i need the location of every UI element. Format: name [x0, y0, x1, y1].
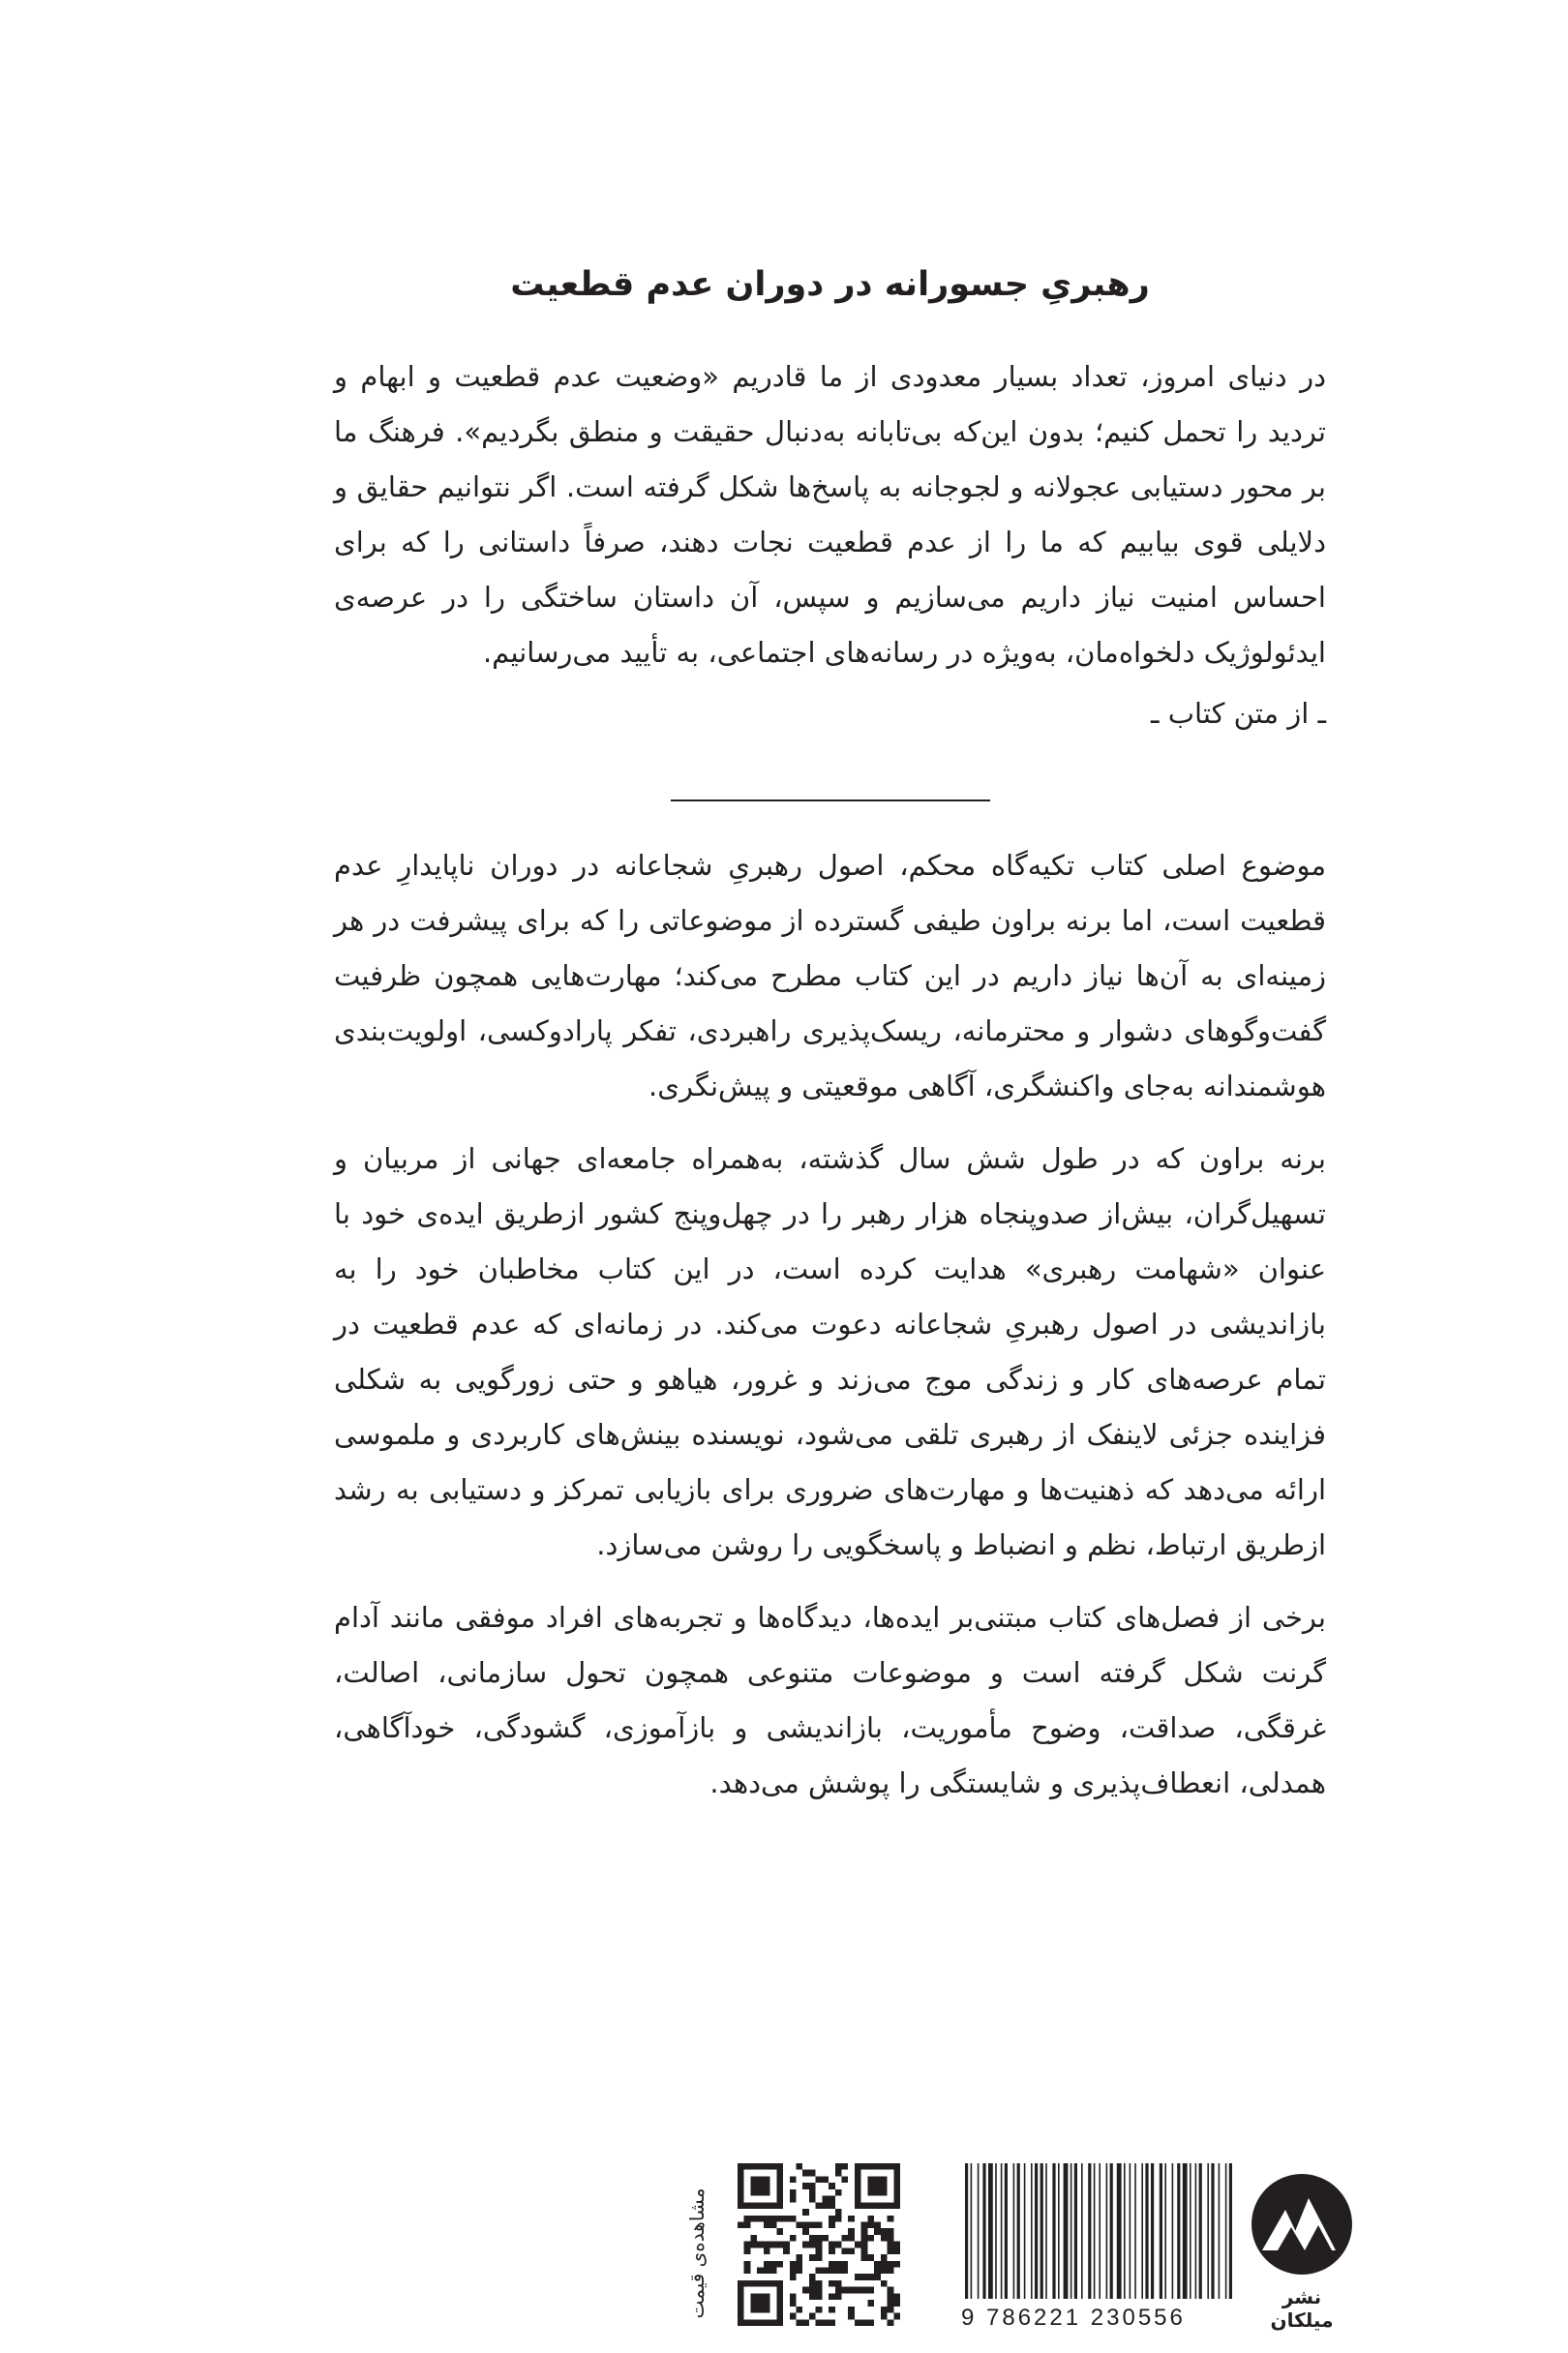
qr-module: [881, 2254, 888, 2261]
qr-module: [744, 2261, 751, 2268]
barcode-bar: [1172, 2163, 1174, 2299]
qr-module: [790, 2189, 797, 2196]
qr-module: [888, 2247, 894, 2254]
quote-block: [334, 349, 1326, 741]
qr-module: [867, 2254, 874, 2261]
qr-module: [842, 2163, 849, 2170]
qr-module: [867, 2221, 874, 2228]
qr-module: [822, 2176, 829, 2183]
qr-module: [888, 2228, 894, 2235]
qr-module: [770, 2268, 777, 2275]
qr-module: [816, 2202, 823, 2209]
barcode-bar: [1088, 2163, 1091, 2299]
qr-module: [744, 2242, 751, 2248]
qr-module: [764, 2261, 770, 2268]
qr-module: [816, 2242, 823, 2248]
barcode-bar: [1045, 2163, 1047, 2299]
qr-module: [888, 2293, 894, 2300]
qr-module: [809, 2293, 816, 2300]
qr-module: [881, 2228, 888, 2235]
qr-module: [893, 2293, 900, 2300]
barcode-bar: [1160, 2163, 1162, 2299]
qr-module: [874, 2274, 881, 2280]
qr-module: [809, 2221, 816, 2228]
barcode-bar: [1225, 2163, 1227, 2299]
qr-module: [802, 2287, 809, 2294]
qr-module: [796, 2307, 802, 2313]
qr-module: [835, 2163, 842, 2170]
qr-module: [776, 2242, 783, 2248]
barcode-bar: [1058, 2163, 1060, 2299]
qr-module: [783, 2216, 790, 2222]
qr-module: [861, 2235, 868, 2242]
qr-module: [881, 2235, 888, 2242]
qr-module: [835, 2293, 842, 2300]
barcode-bar: [1074, 2163, 1077, 2299]
qr-module: [809, 2254, 816, 2261]
qr-module: [888, 2268, 894, 2275]
barcode-bar: [1094, 2163, 1096, 2299]
qr-module: [764, 2221, 770, 2228]
qr-module: [802, 2221, 809, 2228]
qr-code-icon[interactable]: [738, 2163, 900, 2326]
qr-module: [855, 2274, 861, 2280]
qr-module: [764, 2216, 770, 2222]
qr-module: [867, 2300, 874, 2307]
barcode-icon: [961, 2163, 1237, 2299]
qr-module: [744, 2221, 751, 2228]
qr-module: [842, 2287, 849, 2294]
qr-module: [848, 2216, 855, 2222]
qr-module: [888, 2261, 894, 2268]
barcode-bar: [1024, 2163, 1026, 2299]
qr-module: [861, 2254, 868, 2261]
qr-module: [816, 2254, 823, 2261]
qr-module: [802, 2242, 809, 2248]
qr-module: [790, 2235, 797, 2242]
qr-module: [829, 2183, 835, 2189]
qr-module: [790, 2300, 797, 2307]
qr-module: [861, 2287, 868, 2294]
qr-module: [861, 2319, 868, 2326]
barcode-bar: [1229, 2163, 1232, 2299]
paragraph: برخی از فصل‌های کتاب مبتنی‌بر ایده‌ها، دیدگاه‌ها و تجربه‌های افراد موفقی مانند آدام گرنت شکل گرفته است و موضوعات متنوعی همچون تحول سازمانی، اصالت، غرقگی، صداقت، وضوح مأموریت، بازاندیشی و بازآموزی، گشودگی، خودآگاهی، همدلی، انعطاف‌پذیری و شایستگی را پوشش می‌دهد.: [334, 1601, 1326, 1799]
qr-module: [861, 2242, 868, 2248]
qr-module: [816, 2293, 823, 2300]
qr-module: [861, 2228, 868, 2235]
qr-module: [744, 2216, 751, 2222]
qr-module: [874, 2221, 881, 2228]
qr-module: [750, 2242, 757, 2248]
qr-module: [809, 2196, 816, 2203]
qr-module: [835, 2209, 842, 2216]
barcode-bar: [978, 2163, 980, 2299]
qr-module: [822, 2235, 829, 2242]
qr-finder: [750, 2176, 769, 2195]
barcode-bar: [1106, 2163, 1108, 2299]
qr-module: [881, 2307, 888, 2313]
qr-module: [770, 2216, 777, 2222]
barcode-bar: [1040, 2163, 1043, 2299]
barcode-bar: [1207, 2163, 1209, 2299]
qr-finder: [750, 2293, 769, 2312]
barcode-bar: [1013, 2163, 1015, 2299]
qr-module: [816, 2247, 823, 2254]
qr-module: [829, 2307, 835, 2313]
qr-module: [893, 2300, 900, 2307]
qr-module: [835, 2242, 842, 2248]
qr-module: [764, 2268, 770, 2275]
qr-caption: مشاهده‌ی قیمت: [685, 2187, 709, 2319]
barcode-bar: [1017, 2163, 1020, 2299]
qr-module: [790, 2196, 797, 2203]
barcode-bar: [1190, 2163, 1191, 2299]
qr-module: [855, 2242, 861, 2248]
paragraph: برنه براون که در طول شش سال گذشته، به‌همراه جامعه‌ای جهانی از مربیان و تسهیل‌گران، بیش‌از صدوپنجاه هزار رهبر را در چهل‌وپنج کشور ازطریق ایده‌ی خود با عنوان «شهامت رهبری» هدایت کرده است، در این کتاب مخاطبان خود را به بازاندیشی در اصول رهبریِ شجاعانه دعوت می‌کند. در زمانه‌ای که عدم قطعیت در تمام عرصه‌های کار و زندگی موج می‌زند و غرور، هیاهو و حتی زورگویی به شکلی فزاینده جزئی لاینفک از رهبری تلقی می‌شود، نویسنده بینش‌های کاربردی و ملموسی ارائه می‌دهد که ذهنیت‌ها و مهارت‌های ضروری برای بازیابی تمرکز و دستیابی به رشد ازطریق ارتباط، نظم و انضباط و پاسخگویی را روشن می‌سازد.: [334, 1142, 1326, 1561]
qr-module: [757, 2268, 764, 2275]
barcode-bar: [1117, 2163, 1122, 2299]
qr-module: [855, 2287, 861, 2294]
qr-module: [816, 2221, 823, 2228]
paragraph: موضوع اصلی کتاب تکیه‌گاه محکم، اصول رهبریِ شجاعانه در دوران ناپایدارِ عدم قطعیت است، اما برنه براون طیفی گسترده از موضوعاتی را که برای پیشرفت در هر زمینه‌ای به آن‌ها نیاز داریم در این کتاب مطرح می‌کند؛ مهارت‌هایی همچون ظرفیت گفت‌وگوهای دشوار و محترمانه، ریسک‌پذیری راهبردی، تفکر پارادوکسی، اولویت‌بندی هوشمندانه به‌جای واکنشگری، آگاهی موقعیتی و پیش‌نگری.: [334, 849, 1326, 1102]
qr-module: [881, 2261, 888, 2268]
qr-module: [893, 2313, 900, 2320]
barcode-bar: [1134, 2163, 1136, 2299]
qr-module: [829, 2242, 835, 2248]
qr-module: [770, 2242, 777, 2248]
qr-module: [790, 2216, 797, 2222]
qr-module: [835, 2280, 842, 2287]
qr-module: [776, 2228, 783, 2235]
qr-module: [874, 2268, 881, 2275]
description: [334, 838, 1326, 1811]
qr-module: [874, 2261, 881, 2268]
barcode-bar: [1064, 2163, 1069, 2299]
barcode-bar: [965, 2163, 968, 2299]
qr-module: [770, 2261, 777, 2268]
qr-module: [842, 2268, 849, 2275]
qr-module: [829, 2247, 835, 2254]
qr-module: [861, 2274, 868, 2280]
qr-module: [855, 2319, 861, 2326]
qr-module: [835, 2287, 842, 2294]
qr-module: [829, 2280, 835, 2287]
qr-module: [776, 2261, 783, 2268]
qr-module: [861, 2221, 868, 2228]
qr-module: [809, 2170, 816, 2177]
barcode-bar: [1110, 2163, 1113, 2299]
qr-module: [842, 2176, 849, 2183]
barcode-bar: [1052, 2163, 1055, 2299]
qr-module: [796, 2268, 802, 2275]
qr-module: [829, 2221, 835, 2228]
qr-module: [881, 2268, 888, 2275]
qr-module: [809, 2287, 816, 2294]
barcode-bar: [1177, 2163, 1180, 2299]
qr-module: [822, 2202, 829, 2209]
qr-module: [848, 2247, 855, 2254]
qr-module: [867, 2287, 874, 2294]
qr-module: [842, 2247, 849, 2254]
qr-module: [888, 2319, 894, 2326]
qr-module: [809, 2280, 816, 2287]
qr-module: [816, 2268, 823, 2275]
qr-module: [776, 2216, 783, 2222]
barcode-bar: [1001, 2163, 1003, 2299]
qr-module: [867, 2319, 874, 2326]
qr-module: [835, 2170, 842, 2177]
qr-module: [744, 2268, 751, 2275]
qr-module: [835, 2261, 842, 2268]
qr-module: [848, 2235, 855, 2242]
qr-module: [888, 2300, 894, 2307]
qr-module: [835, 2216, 842, 2222]
qr-module: [881, 2280, 888, 2287]
qr-module: [822, 2268, 829, 2275]
qr-module: [822, 2196, 829, 2203]
qr-module: [829, 2261, 835, 2268]
barcode-bar: [1211, 2163, 1214, 2299]
qr-module: [790, 2293, 797, 2300]
qr-module: [861, 2247, 868, 2254]
qr-module: [829, 2216, 835, 2222]
qr-module: [822, 2319, 829, 2326]
qr-module: [744, 2247, 751, 2254]
isbn-number: 9 786221 230556: [961, 2305, 1186, 2331]
qr-module: [816, 2287, 823, 2294]
barcode-bar: [1164, 2163, 1166, 2299]
barcode-bar: [982, 2163, 985, 2299]
qr-module: [829, 2268, 835, 2275]
qr-module: [848, 2287, 855, 2294]
barcode-bar: [1124, 2163, 1126, 2299]
qr-module: [829, 2293, 835, 2300]
barcode-bar: [1199, 2163, 1202, 2299]
barcode-bar: [1219, 2163, 1221, 2299]
publisher-logo: [1249, 2171, 1355, 2332]
divider: [671, 799, 990, 801]
qr-module: [770, 2221, 777, 2228]
qr-module: [796, 2254, 802, 2261]
qr-module: [809, 2274, 816, 2280]
qr-module: [802, 2209, 809, 2216]
quote-text: در دنیای امروز، تعداد بسیار معدودی از ما قادریم «وضعیت عدم قطعیت و ابهام و تردید را تحمل کنیم؛ بدون این‌که بی‌تابانه به‌دنبال حقیقت و منطق بگردیم». فرهنگ ما بر محور دستیابی عجولانه و لجوجانه به پاسخ‌ها شکل گرفته است. اگر نتوانیم حقایق و دلایلی قوی بیابیم که ما را از عدم قطعیت نجات دهند، صرفاً داستانی را که برای احساس امنیت نیاز داریم می‌سازیم و سپس، آن داستان ساختگی را در عرصه‌ی ایدئولوژیک دلخواه‌مان، به‌ویژه در رسانه‌های اجتماعی، به تأیید می‌رسانیم.: [334, 360, 1326, 669]
qr-module: [796, 2261, 802, 2268]
qr-module: [816, 2307, 823, 2313]
qr-module: [893, 2261, 900, 2268]
barcode-bar: [1031, 2163, 1033, 2299]
qr-module: [842, 2235, 849, 2242]
qr-finder: [867, 2176, 887, 2195]
qr-module: [764, 2247, 770, 2254]
qr-module: [888, 2242, 894, 2248]
qr-module: [888, 2216, 894, 2222]
qr-module: [867, 2235, 874, 2242]
qr-module: [796, 2319, 802, 2326]
qr-module: [802, 2170, 809, 2177]
barcode-bar: [988, 2163, 993, 2299]
barcode-bar: [1141, 2163, 1143, 2299]
qr-module: [848, 2228, 855, 2235]
qr-module: [809, 2313, 816, 2320]
barcode-bar: [1005, 2163, 1008, 2299]
qr-module: [867, 2274, 874, 2280]
qr-module: [809, 2189, 816, 2196]
qr-module: [835, 2268, 842, 2275]
qr-module: [829, 2202, 835, 2209]
qr-module: [802, 2228, 809, 2235]
qr-module: [881, 2313, 888, 2320]
qr-module: [888, 2307, 894, 2313]
qr-module: [790, 2268, 797, 2275]
qr-module: [757, 2216, 764, 2222]
barcode-bar: [1195, 2163, 1197, 2299]
qr-module: [750, 2216, 757, 2222]
qr-module: [816, 2235, 823, 2242]
qr-module: [867, 2216, 874, 2222]
qr-module: [802, 2183, 809, 2189]
barcode-bar: [1130, 2163, 1131, 2299]
qr-module: [790, 2261, 797, 2268]
book-title: رهبریِ جسورانه در دوران عدم قطعیت: [510, 265, 1150, 304]
qr-module: [829, 2196, 835, 2203]
qr-module: [809, 2183, 816, 2189]
barcode-bar: [1070, 2163, 1072, 2299]
barcode-bar: [1151, 2163, 1154, 2299]
qr-module: [848, 2307, 855, 2313]
qr-module: [757, 2242, 764, 2248]
barcode-bar: [1081, 2163, 1083, 2299]
qr-module: [790, 2274, 797, 2280]
qr-module: [842, 2261, 849, 2268]
barcode-bar: [1099, 2163, 1101, 2299]
cover-text: [334, 261, 1326, 1811]
qr-module: [783, 2247, 790, 2254]
qr-module: [764, 2242, 770, 2248]
qr-module: [816, 2319, 823, 2326]
barcode-bar: [1183, 2163, 1188, 2299]
qr-module: [829, 2319, 835, 2326]
qr-module: [888, 2235, 894, 2242]
qr-module: [816, 2176, 823, 2183]
qr-module: [809, 2242, 816, 2248]
qr-module: [790, 2176, 797, 2183]
mountains-icon: [1249, 2171, 1355, 2278]
qr-module: [790, 2313, 797, 2320]
barcode-bar: [1145, 2163, 1148, 2299]
qr-module: [750, 2235, 757, 2242]
qr-module: [796, 2221, 802, 2228]
qr-module: [816, 2280, 823, 2287]
qr-module: [796, 2163, 802, 2170]
qr-module: [809, 2235, 816, 2242]
barcode-bar: [1035, 2163, 1038, 2299]
qr-module: [802, 2319, 809, 2326]
publisher-name: نشر میلکان: [1270, 2285, 1334, 2332]
qr-module: [783, 2242, 790, 2248]
qr-module: [893, 2242, 900, 2248]
qr-module: [893, 2247, 900, 2254]
qr-module: [835, 2189, 842, 2196]
isbn-barcode: [961, 2163, 1237, 2338]
qr-module: [888, 2287, 894, 2294]
qr-module: [848, 2313, 855, 2320]
barcode-bar: [971, 2163, 973, 2299]
barcode-bar: [995, 2163, 997, 2299]
qr-module: [738, 2221, 744, 2228]
qr-module: [874, 2228, 881, 2235]
quote-source: ـ از متن کتاب ـ: [1151, 697, 1326, 730]
